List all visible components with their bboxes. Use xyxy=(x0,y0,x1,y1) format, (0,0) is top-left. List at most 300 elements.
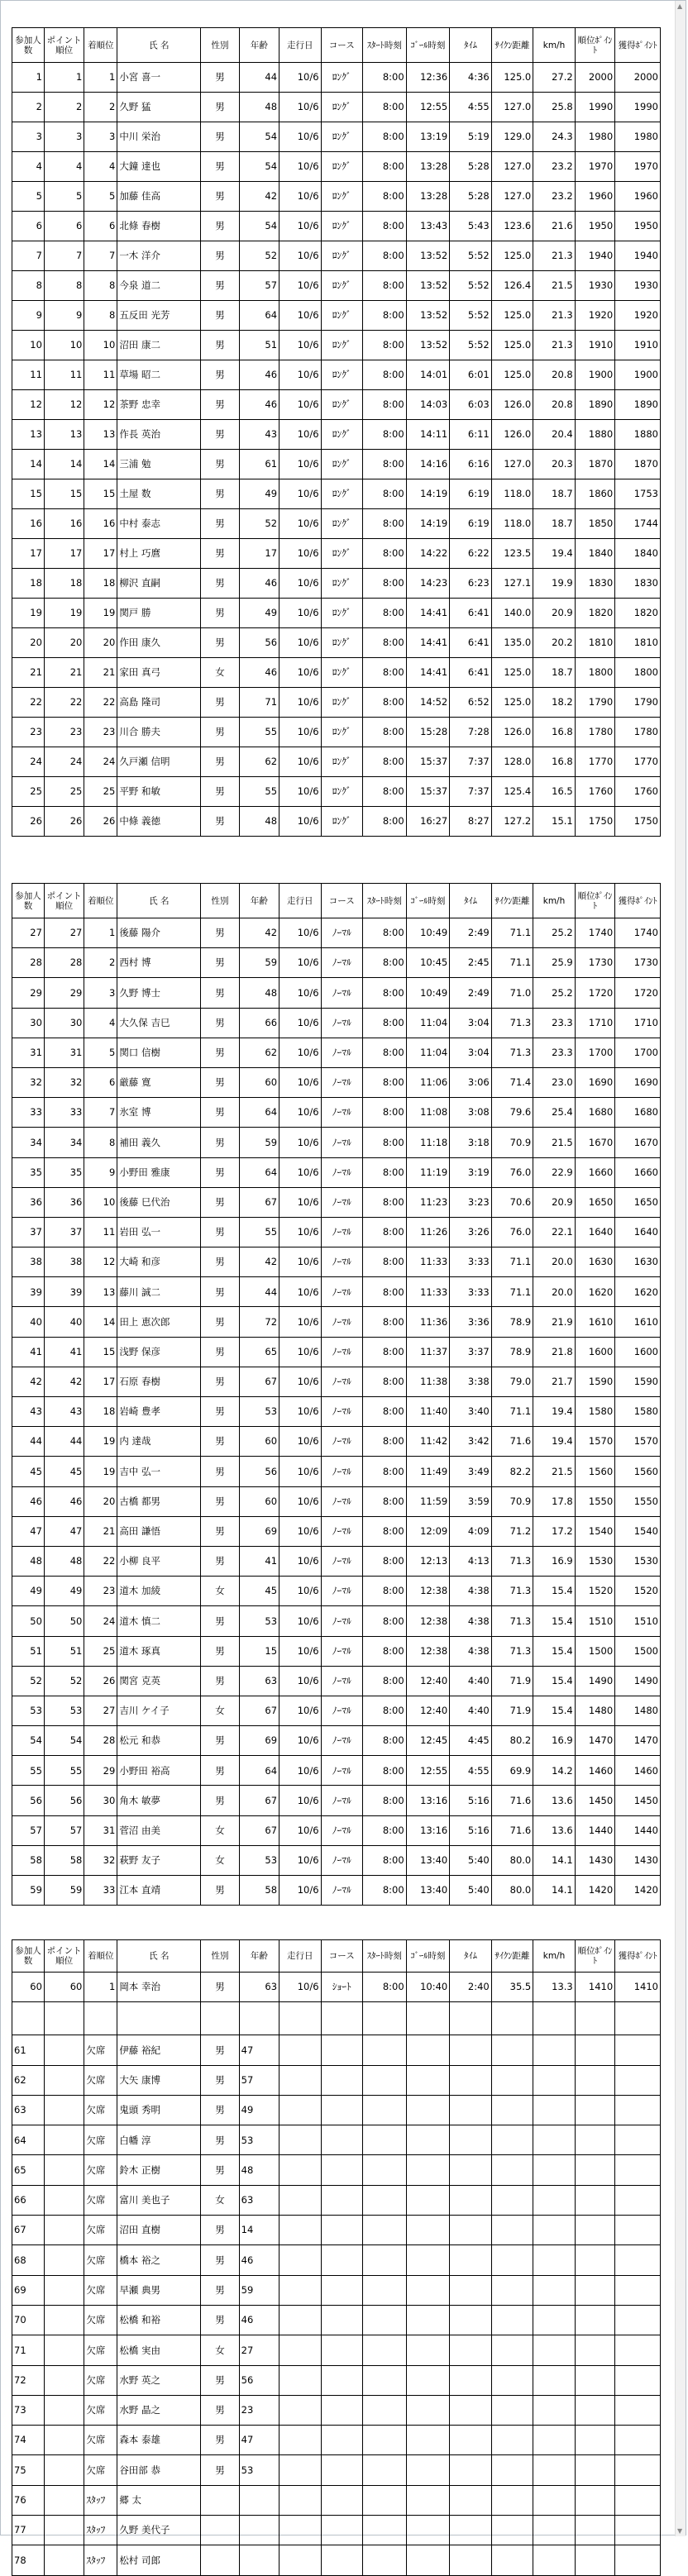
cell-entrant-no: 9 xyxy=(12,301,45,331)
cell-entrant-no: 70 xyxy=(12,2305,45,2335)
empty-cell xyxy=(615,2002,661,2035)
cell-gender: 男 xyxy=(201,1636,239,1666)
header-entrant-no: 参加人数 xyxy=(12,1940,45,1973)
cell-age: 42 xyxy=(239,1247,279,1277)
cell-ride-date: 10/6 xyxy=(280,182,322,212)
empty-cell xyxy=(575,2216,614,2245)
cell-goal-time: 12:45 xyxy=(406,1726,450,1756)
cell-name: 平野 和敏 xyxy=(117,777,201,807)
cell-name: 岩崎 豊孝 xyxy=(117,1397,201,1427)
cell-entrant-no: 48 xyxy=(12,1546,45,1576)
cell-start-time: 8:00 xyxy=(363,509,407,539)
header-start-time: ｽﾀｰﾄ時刻 xyxy=(363,28,407,63)
cell-point-rank: 2 xyxy=(44,93,84,122)
empty-cell xyxy=(615,2426,661,2455)
cell-start-time: 8:00 xyxy=(363,1815,407,1845)
cell-start-time: 8:00 xyxy=(363,1786,407,1815)
cell-gender: 男 xyxy=(201,747,239,777)
cell-ride-date: 10/6 xyxy=(280,93,322,122)
table-row xyxy=(12,1337,661,1367)
cell-gender: 男 xyxy=(201,1726,239,1756)
table-row xyxy=(12,1217,661,1247)
empty-cell xyxy=(280,2095,322,2125)
cell-entrant-no: 54 xyxy=(12,1726,45,1756)
absent-row xyxy=(12,2335,661,2365)
empty-cell xyxy=(363,2365,407,2395)
cell-age: 65 xyxy=(239,1337,279,1367)
cell-speed: 21.3 xyxy=(533,301,576,331)
cell-point-rank: 49 xyxy=(44,1577,84,1606)
cell-elapsed-time: 6:19 xyxy=(450,479,492,509)
empty-cell xyxy=(615,2455,661,2485)
cell-age: 46 xyxy=(239,360,279,390)
cell-age: 53 xyxy=(239,1606,279,1636)
cell-start-time: 8:00 xyxy=(363,301,407,331)
empty-cell xyxy=(321,2245,363,2275)
cell-point-rank: 17 xyxy=(44,539,84,569)
empty-cell xyxy=(363,2125,407,2155)
cell-point-rank: 36 xyxy=(44,1187,84,1217)
cell-name: 高田 謙悟 xyxy=(117,1516,201,1546)
cell-entrant-no: 36 xyxy=(12,1187,45,1217)
cell-gender: 男 xyxy=(201,718,239,747)
cell-elapsed-time: 6:41 xyxy=(450,599,492,628)
cell-age: 56 xyxy=(239,1457,279,1486)
cell-elapsed-time: 3:04 xyxy=(450,1038,492,1067)
cell-earned-points: 1890 xyxy=(615,390,661,420)
empty-cell xyxy=(363,2455,407,2485)
cell-name: 萩野 友子 xyxy=(117,1845,201,1875)
cell-rank-points: 1980 xyxy=(575,122,614,152)
cell-finish-rank: 16 xyxy=(84,509,117,539)
cell-elapsed-time: 5:40 xyxy=(450,1876,492,1906)
cell-earned-points: 1430 xyxy=(615,1845,661,1875)
cell-age: 44 xyxy=(239,63,279,93)
cell-age xyxy=(239,2485,279,2515)
cell-age: 53 xyxy=(239,2125,279,2155)
empty-cell xyxy=(44,2002,84,2035)
cell-start-time: 8:00 xyxy=(363,331,407,360)
empty-cell xyxy=(44,2545,84,2575)
cell-name: 岡本 幸治 xyxy=(117,1973,201,2002)
header-row xyxy=(12,884,661,918)
cell-point-rank: 41 xyxy=(44,1337,84,1367)
cell-entrant-no: 45 xyxy=(12,1457,45,1486)
cell-ride-date: 10/6 xyxy=(280,509,322,539)
cell-gender: 男 xyxy=(201,2426,239,2455)
empty-cell xyxy=(615,2245,661,2275)
cell-course: ﾉｰﾏﾙ xyxy=(321,1157,363,1187)
empty-cell xyxy=(533,2245,576,2275)
cell-distance: 71.3 xyxy=(491,1606,533,1636)
empty-cell xyxy=(280,2155,322,2185)
cell-entrant-no: 78 xyxy=(12,2545,45,2575)
cell-age: 57 xyxy=(239,271,279,301)
empty-cell xyxy=(450,2095,492,2125)
empty-cell xyxy=(533,2455,576,2485)
cell-point-rank: 20 xyxy=(44,628,84,658)
cell-status: 欠席 xyxy=(84,2095,117,2125)
empty-cell xyxy=(406,2455,450,2485)
cell-earned-points: 1530 xyxy=(615,1546,661,1576)
cell-point-rank: 12 xyxy=(44,390,84,420)
cell-speed: 22.9 xyxy=(533,1157,576,1187)
cell-elapsed-time: 4:55 xyxy=(450,93,492,122)
cell-goal-time: 11:33 xyxy=(406,1247,450,1277)
empty-cell xyxy=(533,2035,576,2065)
cell-goal-time: 13:16 xyxy=(406,1815,450,1845)
empty-cell xyxy=(44,2516,84,2545)
cell-speed: 16.5 xyxy=(533,777,576,807)
cell-ride-date: 10/6 xyxy=(280,688,322,718)
cell-gender: 男 xyxy=(201,918,239,948)
cell-start-time: 8:00 xyxy=(363,390,407,420)
empty-cell xyxy=(280,2245,322,2275)
cell-ride-date: 10/6 xyxy=(280,1337,322,1367)
cell-point-rank: 23 xyxy=(44,718,84,747)
cell-distance: 70.9 xyxy=(491,1486,533,1516)
cell-start-time: 8:00 xyxy=(363,747,407,777)
cell-course: ﾛﾝｸﾞ xyxy=(321,241,363,271)
cell-earned-points: 1810 xyxy=(615,628,661,658)
cell-rank-points: 1840 xyxy=(575,539,614,569)
table-row xyxy=(12,1786,661,1815)
cell-finish-rank: 13 xyxy=(84,420,117,450)
cell-age: 23 xyxy=(239,2395,279,2425)
cell-speed: 20.8 xyxy=(533,360,576,390)
cell-distance: 35.5 xyxy=(491,1973,533,2002)
table-row xyxy=(12,1307,661,1337)
cell-speed: 19.4 xyxy=(533,1427,576,1457)
cell-name: 水野 英之 xyxy=(117,2365,201,2395)
cell-point-rank: 30 xyxy=(44,1008,84,1038)
cell-entrant-no: 69 xyxy=(12,2275,45,2305)
absent-row xyxy=(12,2545,661,2575)
cell-goal-time: 12:38 xyxy=(406,1606,450,1636)
cell-goal-time: 12:38 xyxy=(406,1636,450,1666)
cell-status: 欠席 xyxy=(84,2305,117,2335)
cell-gender: 男 xyxy=(201,1247,239,1277)
scroll-down-arrow-icon[interactable]: ▼ xyxy=(677,2527,683,2535)
cell-point-rank: 37 xyxy=(44,1217,84,1247)
cell-distance: 76.0 xyxy=(491,1217,533,1247)
absent-row xyxy=(12,2305,661,2335)
normal-course-table xyxy=(12,883,661,1906)
cell-earned-points: 1420 xyxy=(615,1876,661,1906)
cell-elapsed-time: 5:28 xyxy=(450,182,492,212)
cell-course: ﾛﾝｸﾞ xyxy=(321,301,363,331)
table-row xyxy=(12,450,661,479)
header-course: コース xyxy=(321,884,363,918)
cell-earned-points: 1840 xyxy=(615,539,661,569)
absent-row xyxy=(12,2365,661,2395)
cell-speed: 14.1 xyxy=(533,1845,576,1875)
cell-ride-date: 10/6 xyxy=(280,1427,322,1457)
cell-ride-date: 10/6 xyxy=(280,948,322,978)
cell-ride-date: 10/6 xyxy=(280,599,322,628)
cell-point-rank: 5 xyxy=(44,182,84,212)
cell-age: 60 xyxy=(239,1427,279,1457)
cell-age: 53 xyxy=(239,2455,279,2485)
cell-age: 46 xyxy=(239,390,279,420)
cell-entrant-no: 17 xyxy=(12,539,45,569)
empty-cell xyxy=(406,2426,450,2455)
header-finish-rank: 着順位 xyxy=(84,884,117,918)
cell-finish-rank: 27 xyxy=(84,1696,117,1725)
cell-point-rank: 47 xyxy=(44,1516,84,1546)
table-row xyxy=(12,331,661,360)
cell-elapsed-time: 6:03 xyxy=(450,390,492,420)
cell-age: 48 xyxy=(239,807,279,837)
cell-start-time: 8:00 xyxy=(363,978,407,1008)
cell-gender: 男 xyxy=(201,1606,239,1636)
cell-entrant-no: 1 xyxy=(12,63,45,93)
cell-rank-points: 1530 xyxy=(575,1546,614,1576)
cell-name: 古橋 都男 xyxy=(117,1486,201,1516)
cell-ride-date: 10/6 xyxy=(280,1277,322,1307)
cell-rank-points: 1730 xyxy=(575,948,614,978)
cell-earned-points: 1450 xyxy=(615,1786,661,1815)
header-gender: 性別 xyxy=(201,1940,239,1973)
cell-start-time: 8:00 xyxy=(363,599,407,628)
cell-name: 家田 真弓 xyxy=(117,658,201,688)
cell-start-time: 8:00 xyxy=(363,718,407,747)
cell-elapsed-time: 4:13 xyxy=(450,1546,492,1576)
cell-finish-rank: 8 xyxy=(84,301,117,331)
cell-point-rank: 34 xyxy=(44,1128,84,1157)
cell-course: ﾛﾝｸﾞ xyxy=(321,122,363,152)
header-ride-date: 走行日 xyxy=(280,884,322,918)
cell-elapsed-time: 4:55 xyxy=(450,1756,492,1786)
cell-rank-points: 1960 xyxy=(575,182,614,212)
header-ride-date: 走行日 xyxy=(280,28,322,63)
cell-age: 55 xyxy=(239,777,279,807)
cell-course: ﾉｰﾏﾙ xyxy=(321,1457,363,1486)
cell-name: 沼田 直樹 xyxy=(117,2216,201,2245)
empty-cell xyxy=(450,2155,492,2185)
cell-ride-date: 10/6 xyxy=(280,1307,322,1337)
header-distance: ｻｲｸﾝ距離 xyxy=(491,884,533,918)
cell-distance: 126.0 xyxy=(491,420,533,450)
cell-distance: 125.0 xyxy=(491,360,533,390)
cell-speed: 15.4 xyxy=(533,1577,576,1606)
cell-gender: 男 xyxy=(201,2065,239,2095)
cell-distance: 79.0 xyxy=(491,1367,533,1396)
table-row xyxy=(12,948,661,978)
cell-gender: 男 xyxy=(201,1666,239,1696)
cell-elapsed-time: 3:23 xyxy=(450,1187,492,1217)
cell-point-rank: 51 xyxy=(44,1636,84,1666)
table-row xyxy=(12,777,661,807)
cell-ride-date: 10/6 xyxy=(280,450,322,479)
empty-cell xyxy=(615,2065,661,2095)
cell-name: 石原 春樹 xyxy=(117,1367,201,1396)
cell-distance: 125.0 xyxy=(491,241,533,271)
cell-age: 60 xyxy=(239,1067,279,1097)
cell-start-time: 8:00 xyxy=(363,1337,407,1367)
cell-distance: 129.0 xyxy=(491,122,533,152)
cell-name: 久野 美代子 xyxy=(117,2516,201,2545)
cell-gender: 男 xyxy=(201,212,239,241)
cell-earned-points: 1560 xyxy=(615,1457,661,1486)
header-point-rank: ポイント順位 xyxy=(44,884,84,918)
cell-elapsed-time: 3:18 xyxy=(450,1128,492,1157)
cell-start-time: 8:00 xyxy=(363,1636,407,1666)
cell-goal-time: 13:16 xyxy=(406,1786,450,1815)
empty-cell xyxy=(406,2395,450,2425)
cell-ride-date: 10/6 xyxy=(280,1666,322,1696)
cell-course: ﾛﾝｸﾞ xyxy=(321,63,363,93)
cell-age: 46 xyxy=(239,569,279,599)
cell-point-rank: 22 xyxy=(44,688,84,718)
cell-entrant-no: 73 xyxy=(12,2395,45,2425)
cell-elapsed-time: 7:37 xyxy=(450,747,492,777)
cell-course: ﾛﾝｸﾞ xyxy=(321,390,363,420)
cell-elapsed-time: 6:11 xyxy=(450,420,492,450)
empty-cell xyxy=(363,2516,407,2545)
table-row xyxy=(12,1666,661,1696)
cell-goal-time: 11:06 xyxy=(406,1067,450,1097)
empty-cell xyxy=(406,2155,450,2185)
cell-course: ﾉｰﾏﾙ xyxy=(321,1696,363,1725)
header-point-rank: ポイント順位 xyxy=(44,1940,84,1973)
absent-row xyxy=(12,2395,661,2425)
cell-entrant-no: 68 xyxy=(12,2245,45,2275)
cell-start-time: 8:00 xyxy=(363,212,407,241)
cell-elapsed-time: 5:52 xyxy=(450,271,492,301)
cell-finish-rank: 21 xyxy=(84,1516,117,1546)
empty-cell xyxy=(44,2125,84,2155)
cell-distance: 127.2 xyxy=(491,807,533,837)
cell-goal-time: 11:49 xyxy=(406,1457,450,1486)
header-age: 年齢 xyxy=(239,884,279,918)
cell-age: 67 xyxy=(239,1815,279,1845)
cell-finish-rank: 14 xyxy=(84,1307,117,1337)
cell-status: 欠席 xyxy=(84,2155,117,2185)
header-age: 年齢 xyxy=(239,1940,279,1973)
cell-age: 51 xyxy=(239,331,279,360)
cell-rank-points: 1820 xyxy=(575,599,614,628)
cell-rank-points: 1550 xyxy=(575,1486,614,1516)
cell-course: ﾛﾝｸﾞ xyxy=(321,777,363,807)
empty-cell xyxy=(321,2305,363,2335)
cell-ride-date: 10/6 xyxy=(280,1577,322,1606)
absent-row xyxy=(12,2426,661,2455)
empty-cell xyxy=(321,2185,363,2215)
cell-ride-date: 10/6 xyxy=(280,1457,322,1486)
cell-age: 48 xyxy=(239,978,279,1008)
empty-cell xyxy=(491,2245,533,2275)
cell-ride-date: 10/6 xyxy=(280,1008,322,1038)
cell-distance: 118.0 xyxy=(491,479,533,509)
cell-course: ﾛﾝｸﾞ xyxy=(321,360,363,390)
cell-gender: 男 xyxy=(201,2035,239,2065)
cell-elapsed-time: 5:16 xyxy=(450,1786,492,1815)
cell-distance: 71.1 xyxy=(491,1247,533,1277)
cell-speed: 17.8 xyxy=(533,1486,576,1516)
cell-point-rank: 48 xyxy=(44,1546,84,1576)
empty-cell xyxy=(363,2002,407,2035)
cell-elapsed-time: 5:52 xyxy=(450,331,492,360)
cell-point-rank: 19 xyxy=(44,599,84,628)
cell-status: ｽﾀｯﾌ xyxy=(84,2545,117,2575)
cell-point-rank: 9 xyxy=(44,301,84,331)
cell-finish-rank: 12 xyxy=(84,1247,117,1277)
cell-goal-time: 15:28 xyxy=(406,718,450,747)
cell-start-time: 8:00 xyxy=(363,1008,407,1038)
cell-name: 加藤 佳高 xyxy=(117,182,201,212)
cell-age: 49 xyxy=(239,599,279,628)
cell-start-time: 8:00 xyxy=(363,1457,407,1486)
cell-start-time: 8:00 xyxy=(363,1876,407,1906)
vertical-scrollbar[interactable] xyxy=(675,1,686,2536)
cell-entrant-no: 31 xyxy=(12,1038,45,1067)
cell-name: 作長 英治 xyxy=(117,420,201,450)
cell-earned-points: 1753 xyxy=(615,479,661,509)
empty-cell xyxy=(533,2216,576,2245)
cell-rank-points: 1810 xyxy=(575,628,614,658)
table-row xyxy=(12,152,661,182)
cell-speed: 20.0 xyxy=(533,1247,576,1277)
empty-cell xyxy=(44,2245,84,2275)
cell-ride-date: 10/6 xyxy=(280,1876,322,1906)
cell-goal-time: 11:23 xyxy=(406,1187,450,1217)
header-ride-date: 走行日 xyxy=(280,1940,322,1973)
cell-rank-points: 1410 xyxy=(575,1973,614,2002)
cell-distance: 71.4 xyxy=(491,1067,533,1097)
cell-name: 後藤 巳代治 xyxy=(117,1187,201,1217)
cell-age: 72 xyxy=(239,1307,279,1337)
cell-speed: 20.3 xyxy=(533,450,576,479)
header-gender: 性別 xyxy=(201,884,239,918)
cell-age: 46 xyxy=(239,2305,279,2335)
cell-age: 63 xyxy=(239,1666,279,1696)
cell-start-time: 8:00 xyxy=(363,1606,407,1636)
cell-gender: 男 xyxy=(201,2095,239,2125)
cell-rank-points: 1680 xyxy=(575,1098,614,1128)
cell-speed: 24.3 xyxy=(533,122,576,152)
scroll-up-arrow-icon[interactable]: ▲ xyxy=(677,2,683,10)
cell-distance: 69.9 xyxy=(491,1756,533,1786)
cell-course: ﾛﾝｸﾞ xyxy=(321,152,363,182)
empty-cell xyxy=(280,2035,322,2065)
cell-ride-date: 10/6 xyxy=(280,63,322,93)
cell-name: 後藤 陽介 xyxy=(117,918,201,948)
header-point-rank: ポイント順位 xyxy=(44,28,84,63)
cell-name: 川合 勝夫 xyxy=(117,718,201,747)
cell-gender: 男 xyxy=(201,628,239,658)
cell-rank-points: 1750 xyxy=(575,807,614,837)
empty-cell xyxy=(450,2545,492,2575)
cell-age: 53 xyxy=(239,1397,279,1427)
cell-status: 欠席 xyxy=(84,2185,117,2215)
cell-entrant-no: 76 xyxy=(12,2485,45,2515)
cell-elapsed-time: 3:59 xyxy=(450,1486,492,1516)
cell-gender: 男 xyxy=(201,599,239,628)
empty-cell xyxy=(406,2185,450,2215)
empty-cell xyxy=(450,2035,492,2065)
cell-point-rank: 14 xyxy=(44,450,84,479)
cell-gender xyxy=(201,2516,239,2545)
cell-start-time: 8:00 xyxy=(363,1038,407,1067)
cell-rank-points: 1950 xyxy=(575,212,614,241)
cell-earned-points: 1790 xyxy=(615,688,661,718)
cell-age: 66 xyxy=(239,1008,279,1038)
cell-start-time: 8:00 xyxy=(363,1277,407,1307)
cell-start-time: 8:00 xyxy=(363,1666,407,1696)
cell-elapsed-time: 2:45 xyxy=(450,948,492,978)
cell-name: 久野 猛 xyxy=(117,93,201,122)
